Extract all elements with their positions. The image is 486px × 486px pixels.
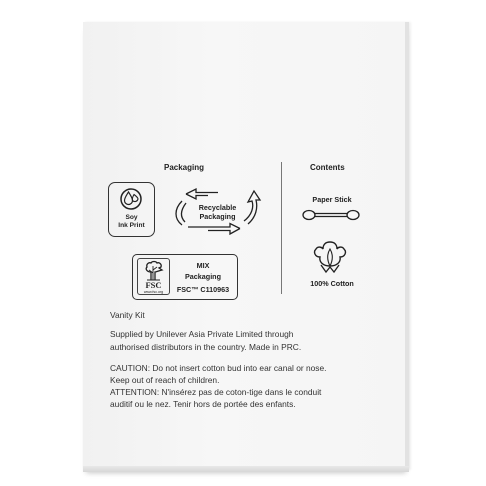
packaging-heading: Packaging (164, 163, 205, 172)
recyclable-line1: Recyclable (198, 203, 237, 212)
soy-ink-badge (108, 182, 155, 237)
cotton-bud-icon (302, 208, 360, 222)
fsc-url: www.fsc.org (143, 290, 164, 294)
caution-line1: CAUTION: Do not insert cotton bud into ear canal or nose. (110, 363, 327, 373)
fsc-logo (137, 258, 170, 295)
fsc-tree-logo-icon (138, 260, 169, 282)
attention-line2: auditif ou le nez. Tenir hors de portée des enfants. (110, 399, 296, 409)
soy-label-line2: Ink Print (118, 222, 145, 229)
paper-stick-label: Paper Stick (312, 195, 352, 204)
soy-ink-drop-icon (109, 185, 153, 213)
fsc-license-code: FSC™ C110963 (176, 285, 230, 294)
caution-line2: Keep out of reach of children. (110, 375, 220, 385)
cotton-label: 100% Cotton (310, 279, 354, 288)
fsc-certification-badge (132, 254, 238, 300)
supplier-line1: Supplied by Unilever Asia Private Limited through (110, 329, 294, 339)
supplier-line2: authorised distributors in the country. Made in PRC. (110, 342, 302, 352)
cotton-flower-icon (308, 240, 352, 274)
box-bottom-edge (83, 466, 409, 472)
product-name: Vanity Kit (110, 310, 145, 320)
attention-line1: ATTENTION: N'insérez pas de coton-tige dans le conduit (110, 387, 322, 397)
fsc-packaging-label: Packaging (185, 272, 221, 281)
section-divider (281, 162, 282, 294)
soy-label-line1: Soy (125, 214, 138, 221)
contents-heading: Contents (310, 163, 345, 172)
recyclable-line2: Packaging (199, 212, 236, 221)
fsc-mix-label: MIX (196, 261, 210, 270)
fsc-logo-text: FSC (145, 280, 162, 290)
